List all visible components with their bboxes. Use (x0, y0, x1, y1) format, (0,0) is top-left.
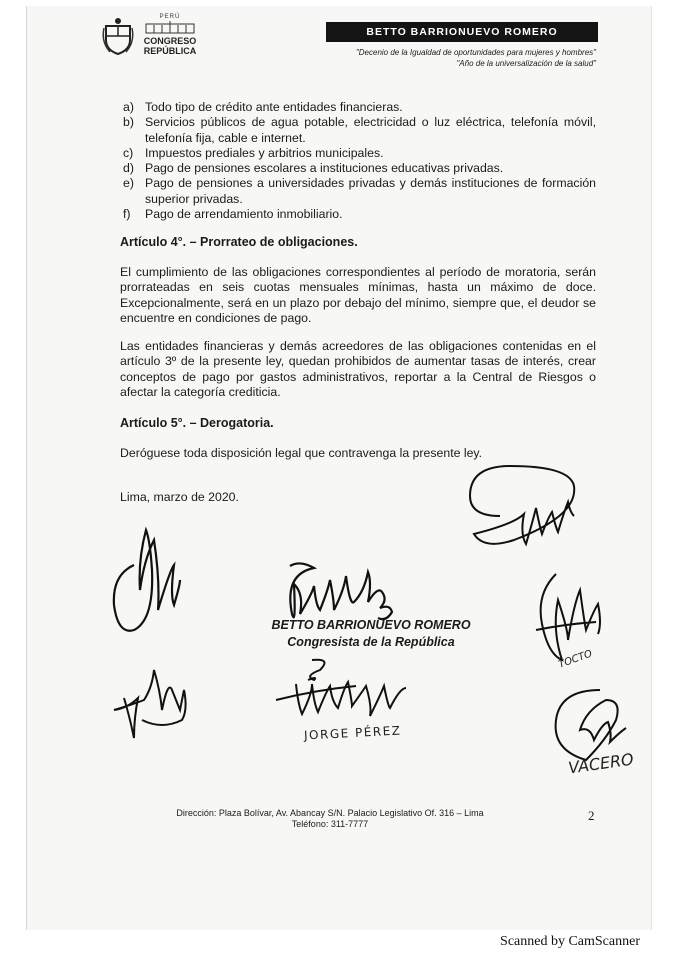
camscanner-watermark: Scanned by CamScanner (500, 934, 640, 949)
peru-coat-of-arms-icon (102, 16, 134, 56)
logo-republica-text: REPÚBLICA (143, 46, 197, 56)
place-date: Lima, marzo de 2020. (120, 490, 239, 504)
list-letter: b) (123, 115, 134, 130)
list-item (120, 161, 596, 176)
decenio-slogan: "Decenio de la Igualdad de oportunidades para mujeres y hombres" (355, 48, 596, 57)
list-letter: e) (123, 176, 134, 191)
anio-slogan: "Año de la universalización de la salud" (456, 59, 596, 68)
footer-phone: Teléfono: 311-7777 (291, 819, 369, 829)
list-item (120, 115, 596, 146)
handwritten-name-vacero: VACERO (566, 749, 635, 778)
list-item (120, 146, 596, 161)
footer-address: Dirección: Plaza Bolívar, Av. Abancay S/N. Palacio Legislativo Of. 316 – Lima (176, 808, 484, 818)
handwritten-name-jorge: JORGE PÉREZ (303, 723, 402, 743)
handwritten-name-tocto: TOCTO (557, 648, 594, 671)
article-4-paragraph-2: Las entidades financieras y demás acreedores de las obligaciones contenidas en el artículo 3º de la presente ley, quedan prohibidos de aumentar tasas de interés, crear conceptos de pago por gastos administrativos, reportar a la Central de Riesgos o afectar la categoría crediticia. (120, 339, 596, 399)
list-text: Servicios públicos de agua potable, electricidad o luz eléctrica, telefonía móvil, telefonía fija, cable e internet. (145, 115, 596, 145)
list-item (120, 176, 596, 207)
list-letter: c) (123, 145, 134, 160)
article-5-paragraph: Deróguese toda disposición legal que contravenga la presente ley. (120, 446, 483, 460)
signature-right-1 (460, 456, 590, 556)
obligations-list (120, 100, 596, 222)
list-item (120, 100, 596, 115)
page-number: 2 (588, 808, 595, 823)
header-banner: BETTO BARRIONUEVO ROMERO (326, 22, 598, 42)
article-4-title: Artículo 4°. – Prorrateo de obligaciones. (120, 235, 358, 249)
list-item (120, 207, 596, 222)
logo-peru-text: PERÚ (159, 14, 181, 20)
article-5-title: Artículo 5°. – Derogatoria. (120, 416, 274, 430)
signatory-role: Congresista de la República (287, 635, 455, 649)
list-text: Impuestos prediales y arbitrios municipales. (145, 145, 384, 160)
article-4-paragraph-1: El cumplimiento de las obligaciones correspondientes al período de moratoria, serán prorrateadas en seis cuotas mensuales mínimas, hasta un máximo de doce. Excepcionalmente, será en un plazo por debajo del mínimo, siempre que, el deudor se encuentre en condiciones de pago. (120, 265, 596, 325)
list-letter: a) (123, 100, 134, 114)
congreso-logo (140, 14, 200, 56)
logo-congreso-text: CONGRESO (143, 36, 197, 46)
signatory-name: BETTO BARRIONUEVO ROMERO (271, 618, 471, 632)
signature-left-2 (104, 648, 194, 758)
signature-center-bottom (266, 654, 436, 724)
list-letter: d) (123, 161, 134, 176)
list-text: Pago de pensiones escolares a instituciones educativas privadas. (145, 161, 504, 176)
list-text: Pago de arrendamiento inmobiliario. (145, 207, 343, 222)
congress-building-icon (140, 20, 200, 34)
signature-right-2 (526, 560, 616, 670)
list-letter: f) (123, 207, 131, 222)
list-text: Pago de pensiones a universidades privadas y demás instituciones de formación superior privadas. (145, 176, 596, 206)
list-text: Todo tipo de crédito ante entidades financieras. (145, 100, 403, 114)
